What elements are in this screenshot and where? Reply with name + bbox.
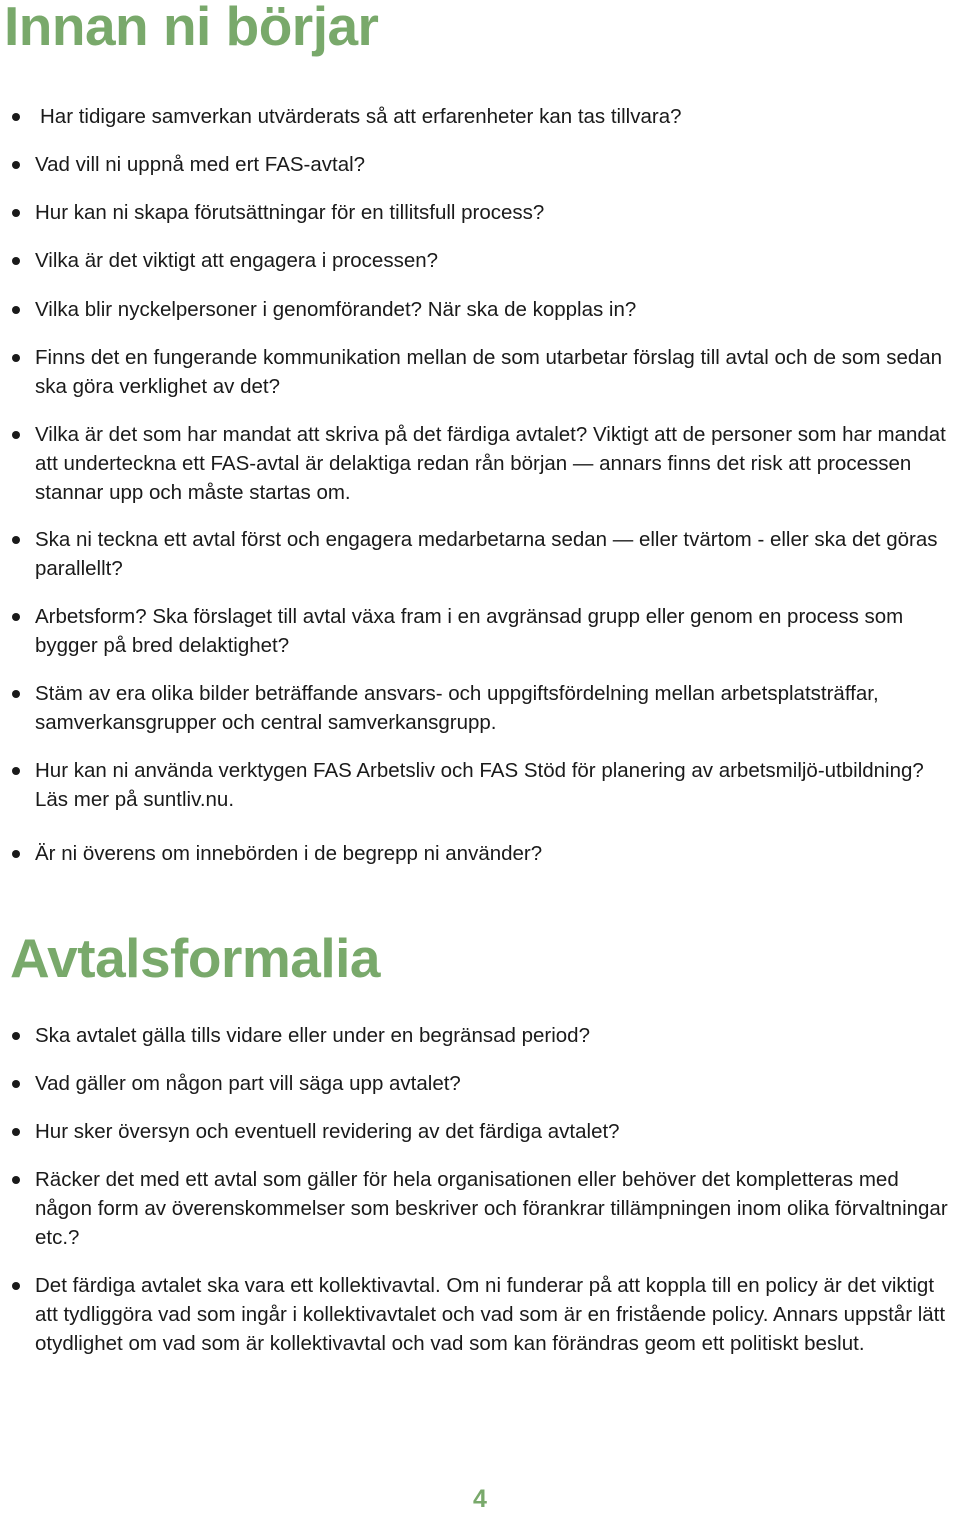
bullet-icon (12, 306, 20, 314)
bullet-icon (12, 536, 20, 544)
list-item-text: Har tidigare samverkan utvärderats så att erfarenheter kan tas tillvara? (40, 105, 682, 128)
bullet-icon (12, 1282, 20, 1290)
list-item-text: Finns det en fungerande kommunikation mellan de som utarbetar förslag till avtal och de som sedan ska göra verklighet av det? (35, 346, 943, 398)
list-item-text: Ska ni teckna ett avtal först och engagera medarbetarna sedan — eller tvärtom - eller ska det göras parallellt? (35, 528, 938, 580)
bullet-icon (12, 613, 20, 621)
bullet-icon (12, 257, 20, 265)
list-item-text: Arbetsform? Ska förslaget till avtal växa fram i en avgränsad grupp eller genom en process som bygger på bred delaktighet? (35, 605, 904, 657)
list-item-text: Vilka är det viktigt att engagera i processen? (35, 249, 439, 272)
list-item-text: Vilka blir nyckelpersoner i genomförandet? När ska de kopplas in? (35, 298, 637, 321)
list-item-text: Hur sker översyn och eventuell revidering av det färdiga avtalet? (35, 1120, 620, 1143)
list-item-text: Vilka är det som har mandat att skriva på det färdiga avtalet? Viktigt att de personer som har mandat att underteckna ett FAS-avtal är delaktiga redan rån början — annars finns det risk att processen stannar upp och måste startas om. (35, 423, 946, 504)
bullet-icon (12, 1176, 20, 1184)
section-title-avtalsformalia: Avtalsformalia (10, 927, 380, 989)
list-item-text: Stäm av era olika bilder beträffande ansvars- och uppgiftsfördelning mellan arbetsplatsträffar, samverkansgrupper och central samverkansgrupp. (35, 682, 879, 734)
list-item-text: Är ni överens om innebörden i de begrepp ni använder? (35, 842, 543, 865)
bullet-icon (12, 1032, 20, 1040)
list-item-text: Vad vill ni uppnå med ert FAS-avtal? (35, 153, 366, 176)
list-item-text: Hur kan ni skapa förutsättningar för en tillitsfull process? (35, 201, 545, 224)
list-item-text: Ska avtalet gälla tills vidare eller under en begränsad period? (35, 1024, 590, 1047)
bullet-icon (12, 113, 20, 121)
bullet-icon (12, 209, 20, 217)
list-item-text: Räcker det med ett avtal som gäller för hela organisationen eller behöver det kompletteras med någon form av överenskommelser som beskriver och förankrar tillämpningen inom olika förvaltningar etc.? (35, 1168, 948, 1249)
bullet-icon (12, 850, 20, 858)
list-item-text: Hur kan ni använda verktygen FAS Arbetsliv och FAS Stöd för planering av arbetsmiljö-utbildning? Läs mer på suntliv.nu. (35, 759, 924, 811)
bullet-icon (12, 690, 20, 698)
list-item-text: Vad gäller om någon part vill säga upp avtalet? (35, 1072, 461, 1095)
bullet-icon (12, 354, 20, 362)
section-title-innan-ni-borjar: Innan ni börjar (4, 0, 379, 57)
bullet-icon (12, 161, 20, 169)
bullet-icon (12, 767, 20, 775)
bullet-icon (12, 1080, 20, 1088)
bullet-icon (12, 1128, 20, 1136)
page-number: 4 (473, 1485, 487, 1513)
list-item-text: Det färdiga avtalet ska vara ett kollektivavtal. Om ni funderar på att koppla till en policy är det viktigt att tydliggöra vad som ingår i kollektivavtalet och vad som är en fristående policy. Annars uppstår lätt otydlighet om vad som är kollektivavtal och vad som kan förändras geom ett politiskt beslut. (35, 1274, 946, 1355)
bullet-icon (12, 431, 20, 439)
